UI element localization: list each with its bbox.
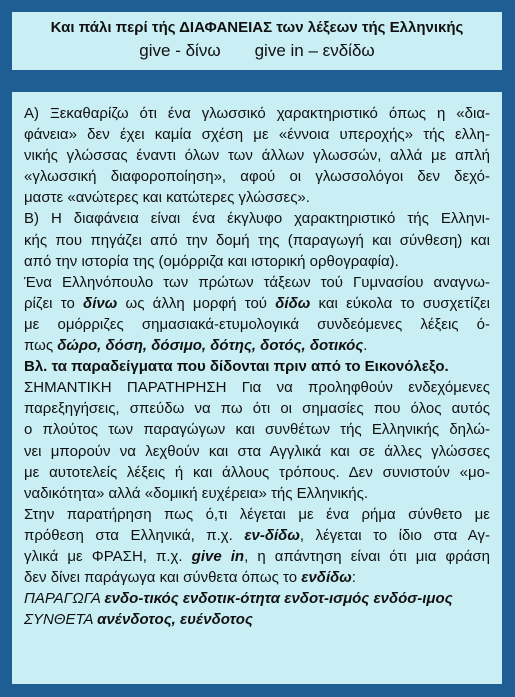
derivatives-words: ενδο-τικός ενδοτικ-ότητα ενδοτ-ισμός ενδόσ-ιμος [104,590,453,608]
text-line: φάνεια» δεν έχει καμία σχέση με «έννοια υπεροχής» τής ελλη- [24,126,490,144]
text-segment: ως άλλη μορφή τού [117,294,276,312]
compounds-line [24,609,490,630]
content-panel [12,92,502,684]
text-line: κής που πηγάζει από την δομή της (παραγωγή και σύνθεση) και [24,231,490,249]
text-line: με αυτοτελείς λέξεις ή και άλλους τρόπους. Δεν συνιστούν «μο- [24,463,490,481]
text-line: από την ιστορία της (ομόρριζα και ιστορική ορθογραφία). [24,252,399,270]
emphasis-word: δίδω [275,294,311,312]
text-segment: πως [24,337,58,355]
text-segment: ρίζει το [24,294,84,312]
word-pair-give: give - δίνω [139,41,221,60]
compounds-label: ΣΥΝΘΕΤΑ [24,611,98,629]
examples-note: Βλ. τα παραδείγματα που δίδονται πριν από το Εικονόλεξο. [24,358,449,376]
text-line: Ένα Ελληνόπουλο των πρώτων τάξεων τού Γυμνασίου αναγνω- [24,273,490,291]
emphasis-word: εν-δίδω [244,526,300,544]
text-line: με ομόρριζες σημασιακά-ετυμολογικά συνδεόμενες λέξεις ό- [24,315,490,333]
emphasis-word: δίνω [83,294,118,312]
emphasis-word: ενδίδω [301,569,352,587]
text-segment: πρόθεση στα Ελληνικά, π.χ. [24,526,245,544]
text-segment: . [363,337,368,355]
text-line: ναδικότητα» αλλά «δομική ευχέρεια» τής Ελληνικής. [24,484,369,502]
text-line: Α) Ξεκαθαρίζω ότι ένα γλωσσικό χαρακτηριστικό όπως η «δια- [24,105,490,122]
text-line [24,293,490,314]
emphasis-words: δώρο, δόση, δόσιμο, δότης, δοτός, δοτικός [57,337,364,355]
text-line: παρεξηγήσεις, σπεύδω να πω ότι οι σημασίες που όλος αυτός [24,400,490,418]
text-line [24,567,490,588]
page-title: Και πάλι περί τής ΔΙΑΦΑΝΕΙΑΣ των λέξεων τής Ελληνικής [50,19,464,36]
text-segment: , λέγεται το ίδιο στα Αγ- [299,526,491,544]
derivatives-line [24,588,490,609]
text-segment: γλικά με ΦΡΑΣΗ, π.χ. [24,547,192,565]
text-line: νει μπορούν να λεχθούν και στα Αγγλικά και σε άλλες γλώσσες [24,442,490,460]
word-pair-give-in: give in – ενδίδω [254,41,375,60]
text-line: Β) Η διαφάνεια είναι ένα έκγλυφο χαρακτηριστικό τής Ελληνι- [24,210,490,228]
text-segment: : [351,569,356,587]
text-line [24,525,490,546]
header-panel [12,12,502,70]
text-line [24,546,490,567]
text-line: «γλωσσική διαφοροποίηση», αφού οι γλωσσολόγοι δεν δεχό- [24,168,490,186]
text-line: μαστε «ανώτερες και κατώτερες γλώσσες». [24,189,310,207]
text-line [24,335,490,356]
text-line: ο πλούτος των παραγώγων και συνθέτων τής Ελληνικής δηλώ- [24,421,490,439]
text-line: νικής γλώσσας έναντι όλων των άλλων γλωσσών, αλλά με απλή [24,147,490,165]
derivatives-label: ΠΑΡΑΓΩΓΑ [24,590,105,608]
word-pairs [12,41,502,61]
text-line: ΣΗΜΑΝΤΙΚΗ ΠΑΡΑΤΗΡΗΣΗ Για να προληφθούν ενδεχόμενες [24,379,490,397]
text-segment: δεν δίνει παράγωγα και σύνθετα όπως το [24,569,302,587]
text-segment: , η απάντηση είναι ότι μια φράση [244,547,491,565]
text-line: Στην παρατήρηση πως ό,τι λέγεται με ένα ρήμα σύνθετο με [24,505,490,523]
text-segment: και εύκολα το συσχετίζει [310,294,490,312]
emphasis-word: give in [191,547,245,565]
compounds-words: ανένδοτος, ευένδοτος [97,611,253,629]
